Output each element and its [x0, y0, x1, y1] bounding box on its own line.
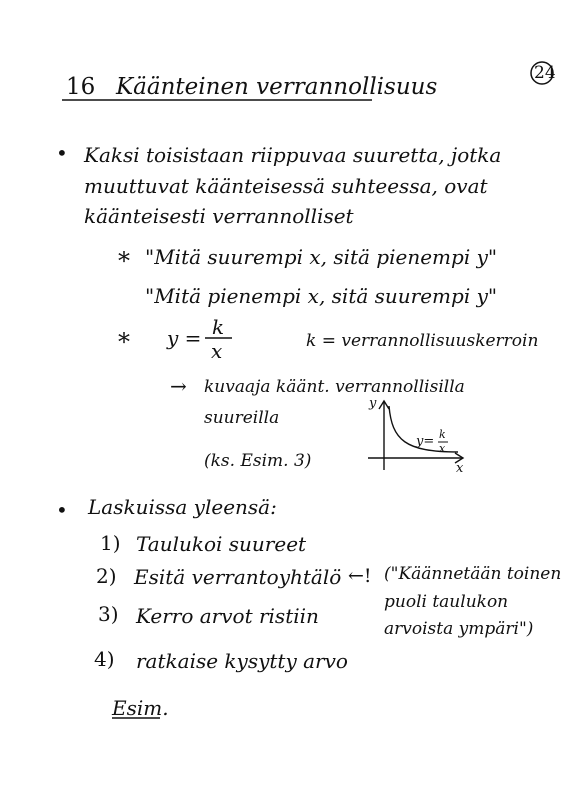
step-2-text: Esitä verrantoyhtälö [134, 565, 342, 589]
step-1-text: Taulukoi suureet [136, 532, 307, 556]
bullet-1: • [56, 141, 68, 165]
graph-reference: (ks. Esim. 3) [204, 451, 312, 471]
graph-y-label: y [369, 396, 377, 411]
step-3-number: 3) [98, 602, 119, 626]
step-4-text: ratkaise kysytty arvo [136, 649, 348, 673]
bullet-2: • [56, 498, 68, 522]
side-note-line-2: puoli taulukon [384, 592, 509, 612]
quote-line-1: "Mitä suurempi x, sitä pienempi y" [145, 245, 498, 269]
page-title: Käänteinen verrannollisuus [116, 74, 438, 100]
example-label: Esim. [112, 696, 169, 720]
graph-line-2: suureilla [204, 408, 280, 428]
definition-line-1: Kaksi toisistaan riippuvaa suuretta, jotka [84, 143, 502, 167]
formula-numerator: k [212, 315, 225, 339]
side-note-line-1: ("Käännetään toinen [384, 564, 562, 584]
graph-curve-label-num: k [439, 428, 446, 441]
star-2: * [118, 328, 130, 356]
step-4-number: 4) [94, 647, 115, 671]
side-note-arrow: ←! [348, 565, 372, 587]
formula-denominator: x [211, 339, 223, 363]
step-2-number: 2) [96, 564, 117, 588]
star-1: * [118, 247, 130, 275]
formula-note: k = verrannollisuuskerroin [306, 331, 539, 351]
definition-line-2: muuttuvat käänteisessä suhteessa, ovat [84, 174, 488, 198]
quote-line-2: "Mitä pienempi x, sitä suurempi y" [145, 284, 498, 308]
graph-curve-label-den: x [439, 442, 446, 455]
page-number: 24 [534, 63, 556, 83]
step-3-text: Kerro arvot ristiin [136, 604, 319, 628]
step-1-number: 1) [100, 531, 121, 555]
graph-curve-label: y= [416, 434, 435, 449]
formula-lhs: y = [167, 326, 202, 350]
heading-number: 16 [66, 74, 96, 100]
side-note-line-3: arvoista ympäri") [384, 619, 534, 639]
graph-x-label: x [456, 461, 464, 476]
definition-line-3: käänteisesti verrannolliset [84, 204, 354, 228]
steps-heading: Laskuissa yleensä: [88, 495, 277, 519]
arrow: → [170, 374, 187, 398]
graph-line-1: kuvaaja käänt. verrannollisilla [204, 377, 465, 397]
